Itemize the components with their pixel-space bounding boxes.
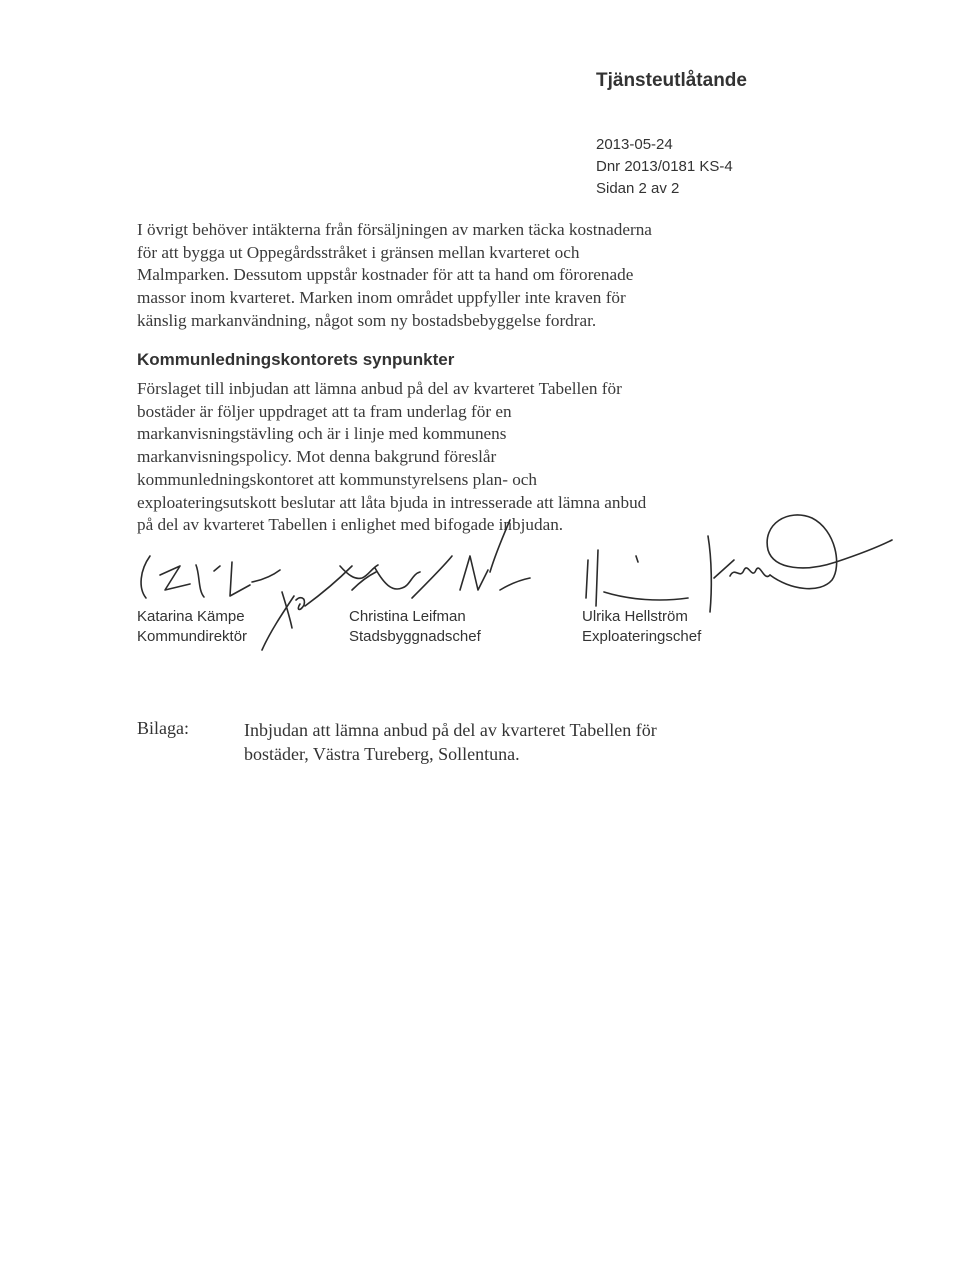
attachment-line: bostäder, Västra Tureberg, Sollentuna. (244, 744, 520, 764)
document-type-title: Tjänsteutlåtande (596, 70, 747, 91)
paragraph-line: känslig markanvändning, något som ny bostadsbebyggelse fordrar. (137, 310, 597, 330)
paragraph-line: markanvisningspolicy. Mot denna bakgrund föreslår (137, 447, 497, 467)
document-reference: Dnr 2013/0181 KS-4 (596, 158, 733, 175)
paragraph-line: Malmparken. Dessutom uppstår kostnader för att ta hand om förorenade (137, 265, 634, 285)
paragraph-proposal (137, 378, 757, 537)
paragraph-line: Förslaget till inbjudan att lämna anbud på del av kvarteret Tabellen för (137, 379, 622, 398)
paragraph-line: I övrigt behöver intäkterna från försäljningen av marken täcka kostnaderna (137, 220, 652, 239)
paragraph-line: massor inom kvarteret. Marken inom området uppfyller inte kraven för (137, 288, 626, 308)
paragraph-line: bostäder är följer uppdraget att ta fram underlag för en (137, 401, 512, 421)
document-date: 2013-05-24 (596, 136, 673, 153)
signatory-name: Katarina Kämpe (137, 608, 245, 625)
page-number: Sidan 2 av 2 (596, 180, 680, 197)
section-heading: Kommunledningskontorets synpunkter (137, 350, 455, 369)
signatory-1 (137, 607, 247, 647)
signatory-title: Exploateringschef (582, 628, 702, 645)
attachment-label: Bilaga: (137, 718, 189, 738)
signatory-2 (349, 607, 481, 647)
paragraph-costs (137, 219, 757, 333)
signatory-3 (582, 607, 701, 647)
paragraph-line: markanvisningstävling och är i linje med kommunens (137, 424, 507, 444)
paragraph-line: exploateringsutskott beslutar att låta bjuda in intresserade att lämna anbud (137, 492, 647, 512)
paragraph-line: för att bygga ut Oppegårdsstråket i gränsen mellan kvarteret och (137, 242, 580, 262)
attachment-description (244, 718, 657, 766)
paragraph-line: kommunledningskontoret att kommunstyrelsens plan- och (137, 469, 538, 489)
signatory-name: Ulrika Hellström (582, 608, 688, 625)
document-meta (596, 134, 733, 200)
signatory-title: Stadsbyggnadschef (349, 628, 481, 645)
signatory-name: Christina Leifman (349, 608, 466, 625)
attachment-line: Inbjudan att lämna anbud på del av kvarteret Tabellen för (244, 720, 657, 740)
paragraph-line: på del av kvarteret Tabellen i enlighet med bifogade inbjudan. (137, 515, 564, 535)
signatory-title: Kommundirektör (137, 628, 248, 645)
